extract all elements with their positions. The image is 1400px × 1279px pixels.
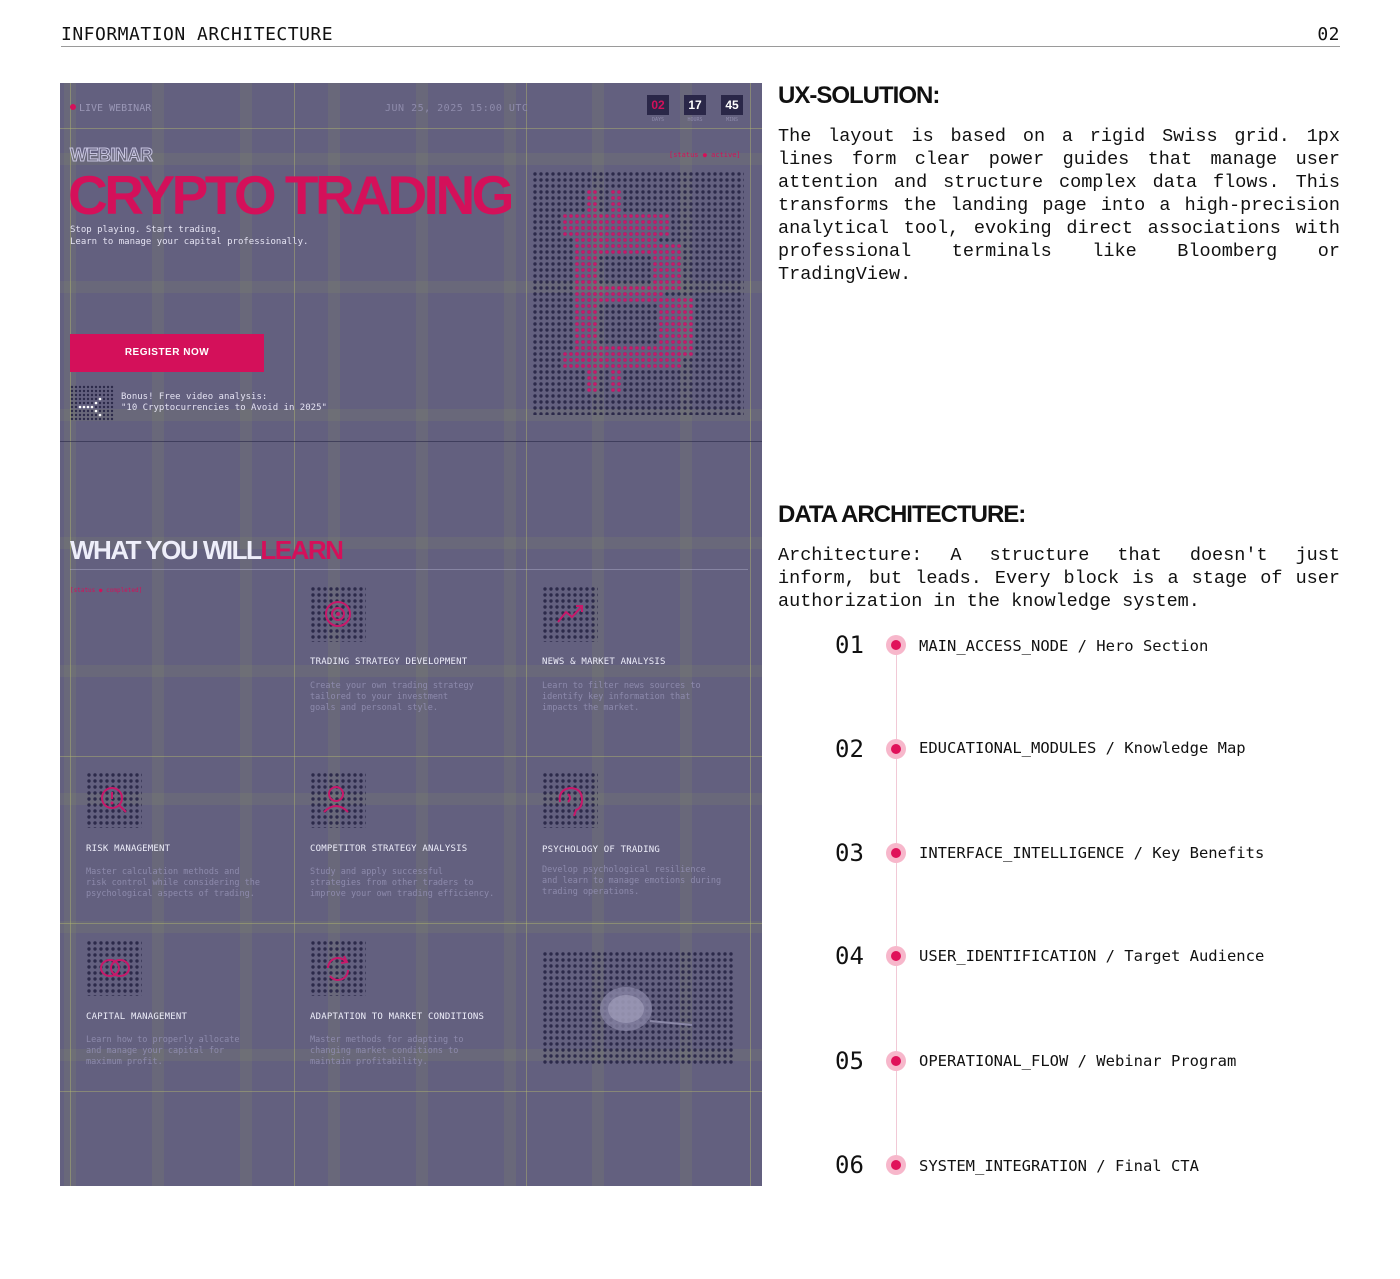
card-description: Master methods for adapting to changing market conditions to maintain profitability. <box>310 1035 464 1067</box>
bonus-line: Bonus! Free video analysis: <box>121 392 268 402</box>
grid-band <box>504 83 516 1186</box>
timeline-dot-icon <box>886 1155 906 1175</box>
data-architecture-title: DATA ARCHITECTURE: <box>778 501 1026 528</box>
card-description: Learn to filter news sources to identify key information that impacts the market. <box>542 681 701 713</box>
live-indicator <box>70 103 151 114</box>
hero-title: CRYPTO TRADING <box>68 164 511 226</box>
timeline-dot-icon <box>886 843 906 863</box>
card-title: TRADING STRATEGY DEVELOPMENT <box>310 657 468 667</box>
brain-icon <box>542 772 598 828</box>
card-title: CAPITAL MANAGEMENT <box>86 1012 188 1022</box>
timer-minutes: 45 <box>721 95 743 115</box>
bonus-line: "10 Cryptocurrencies to Avoid in 2025" <box>121 403 327 413</box>
page-header <box>61 24 1340 47</box>
webinar-date: JUN 25, 2025 15:00 UTC <box>385 103 529 114</box>
timeline-step-label: EDUCATIONAL_MODULES / Knowledge Map <box>919 739 1246 757</box>
card-description: Create your own trading strategy tailored to your investment goals and personal style. <box>310 681 474 713</box>
header-title: INFORMATION ARCHITECTURE <box>61 24 334 45</box>
learn-section-title <box>70 535 342 566</box>
timeline-step-number: 06 <box>835 1151 864 1179</box>
timeline-step-number: 02 <box>835 735 864 763</box>
live-label: LIVE WEBINAR <box>79 103 152 114</box>
user-search-icon <box>310 772 366 828</box>
learn-title-main: WHAT YOU WILL <box>70 535 261 565</box>
timeline-step-label: USER_IDENTIFICATION / Target Audience <box>919 947 1265 965</box>
data-architecture-text: Architecture: A structure that doesn't just inform, but leads. Every block is a stage of user authorization in the knowledge system. <box>778 545 1340 612</box>
card-title: ADAPTATION TO MARKET CONDITIONS <box>310 1012 485 1022</box>
timer-days-label: DAYS <box>651 117 665 123</box>
grid-line <box>60 756 762 757</box>
card-description: Master calculation methods and risk control while considering the psychological aspects of trading. <box>86 867 260 899</box>
grid-line <box>750 83 751 1186</box>
hero-status: [status ● active] <box>669 151 741 159</box>
hero-subtitle <box>70 224 308 248</box>
card-title: RISK MANAGEMENT <box>86 844 171 854</box>
timer-minutes-label: MINS <box>725 117 739 123</box>
grid-line <box>526 83 527 1186</box>
grid-line <box>294 83 295 1186</box>
timer-days: 02 <box>647 95 669 115</box>
timeline-step-number: 03 <box>835 839 864 867</box>
card-title: COMPETITOR STRATEGY ANALYSIS <box>310 844 468 854</box>
card-title: PSYCHOLOGY OF TRADING <box>542 845 660 855</box>
refresh-icon <box>310 940 366 996</box>
ux-solution-title: UX-SOLUTION: <box>778 82 940 109</box>
grid-line <box>70 83 71 1186</box>
timer-hours-label: HOURS <box>687 117 703 123</box>
timer-hours: 17 <box>684 95 706 115</box>
bonus-video-icon <box>70 385 114 421</box>
hero-subtitle-line: Learn to manage your capital professionally. <box>70 237 309 247</box>
grid-band <box>60 793 762 805</box>
landing-mockup <box>60 83 762 1186</box>
risk-icon <box>86 772 142 828</box>
timeline-step-number: 01 <box>835 631 864 659</box>
learn-status: [status ● completed] <box>70 587 143 594</box>
ux-solution-text: The layout is based on a rigid Swiss grid. 1px lines form clear power guides that manage user attention and structure complex data flows. This transforms the landing page into a high-precision analytical tool, evoking direct associations with professional terminals like Bloomberg or TradingView. <box>778 126 1340 285</box>
timeline-dot-icon <box>886 739 906 759</box>
grid-band <box>240 83 252 1186</box>
card-description: Study and apply successful strategies from other traders to improve your own trading efficiency. <box>310 867 495 899</box>
card-title: NEWS & MARKET ANALYSIS <box>542 657 666 667</box>
timeline-step-label: MAIN_ACCESS_NODE / Hero Section <box>919 637 1209 655</box>
page-number: 02 <box>1317 24 1340 45</box>
trend-chart-icon <box>542 586 598 642</box>
bitcoin-dot-matrix-icon <box>532 171 744 415</box>
timeline-line <box>896 645 897 1165</box>
bonus-text <box>121 392 327 414</box>
grid-line <box>60 1091 762 1092</box>
hero-subtitle-line: Stop playing. Start trading. <box>70 225 222 235</box>
coins-icon <box>86 940 142 996</box>
timeline-dot-icon <box>886 635 906 655</box>
target-icon <box>310 586 366 642</box>
grid-line <box>60 923 762 924</box>
timeline-step-label: SYSTEM_INTEGRATION / Final CTA <box>919 1157 1199 1175</box>
timeline-dot-icon <box>886 1051 906 1071</box>
timeline-step-label: OPERATIONAL_FLOW / Webinar Program <box>919 1052 1237 1070</box>
card-description: Learn how to properly allocate and manage your capital for maximum profit. <box>86 1035 240 1067</box>
learn-title-underline <box>70 569 748 570</box>
live-dot-icon <box>70 104 76 110</box>
card-description: Develop psychological resilience and learn to manage emotions during trading operations. <box>542 865 722 897</box>
grid-line <box>60 128 762 129</box>
learn-title-highlight: LEARN <box>260 535 343 565</box>
timeline-dot-icon <box>886 946 906 966</box>
register-button[interactable]: REGISTER NOW <box>70 334 264 372</box>
timeline-step-number: 04 <box>835 942 864 970</box>
timeline-step-label: INTERFACE_INTELLIGENCE / Key Benefits <box>919 844 1265 862</box>
eyebrow-label: WEBINAR <box>70 145 153 165</box>
hero-divider <box>60 441 762 442</box>
brain-dot-matrix-illustration <box>542 951 734 1065</box>
timeline-step-number: 05 <box>835 1047 864 1075</box>
